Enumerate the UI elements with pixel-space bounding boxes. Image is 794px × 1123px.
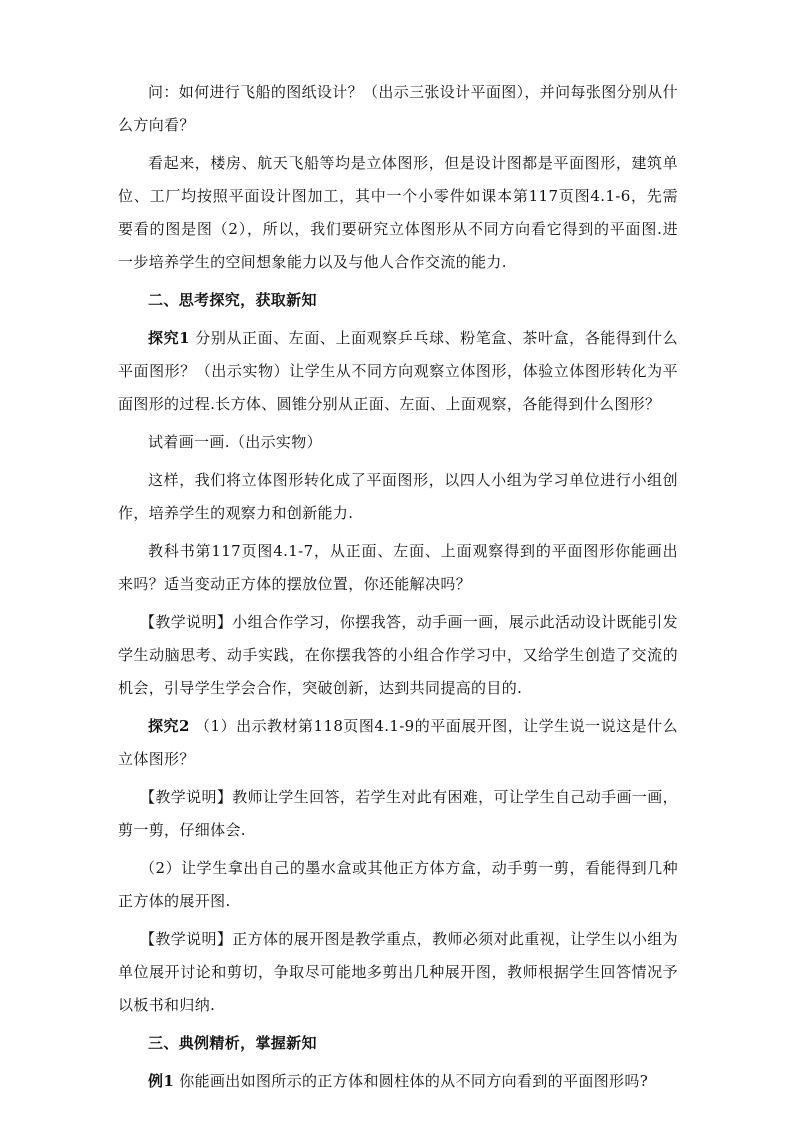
exploration-2-label: 探究2	[148, 717, 190, 735]
example-1-text: 你能画出如图所示的正方体和圆柱体的从不同方向看到的平面图形吗?	[174, 1072, 649, 1090]
paragraph-exploration-2	[118, 710, 678, 776]
teaching-note-text: 教师让学生回答，若学生对此有困难，可让学生自己动手画一画，剪一剪，仔细体会.	[118, 788, 678, 839]
section-heading-2: 二、思考探究，获取新知	[148, 291, 317, 309]
paragraph-try-drawing: 试着画一画.（出示实物）	[148, 433, 322, 451]
teaching-note-text: 正方体的展开图是教学重点，教师必须对此重视，让学生以小组为单位展开讨论和剪切，争取尽可能地多剪出几种展开图，教师根据学生回答情况予以板书和归纳.	[118, 930, 678, 1014]
paragraph-group-work: 这样，我们将立体图形转化成了平面图形，以四人小组为学习单位进行小组创作，培养学生的观察力和创新能力.	[118, 471, 678, 522]
example-1-label: 例1	[148, 1072, 175, 1090]
paragraph-question: 问：如何进行飞船的图纸设计？（出示三张设计平面图），并问每张图分别从什么方向看？	[118, 83, 678, 134]
exploration-1-text: 分别从正面、左面、上面观察乒乓球、粉笔盒、茶叶盒，各能得到什么平面图形？（出示实物）让学生从不同方向观察立体图形，体验立体图形转化为平面图形的过程.长方体、圆锥分别从正面、左面、上面观察，各能得到什么图形？	[118, 329, 678, 413]
paragraph-teaching-note-1	[118, 606, 678, 705]
document-body	[118, 76, 678, 1103]
teaching-note-label: 【教学说明】	[140, 930, 233, 948]
paragraph-teaching-note-2	[118, 781, 678, 847]
exploration-1-label: 探究1	[148, 329, 190, 347]
paragraph-explanation: 看起来，楼房、航天飞船等均是立体图形，但是设计图都是平面图形，建筑单位、工厂均按照平面设计图加工，其中一个小零件如课本第117页图4.1-6，先需要看的图是图（2），所以，我们要研究立体图形从不同方向看它得到的平面图.进一步培养学生的空间想象能力以及与他人合作交流的能力.	[118, 154, 678, 271]
paragraph-example-1	[118, 1065, 678, 1098]
paragraph-teaching-note-3	[118, 923, 678, 1022]
paragraph-textbook-figure: 教科书第117页图4.1-7，从正面、左面、上面观察得到的平面图形你能画出来吗？适当变动正方体的摆放位置，你还能解决吗？	[118, 542, 678, 593]
paragraph-cube-net: （2）让学生拿出自己的墨水盒或其他正方体方盒，动手剪一剪，看能得到几种正方体的展开图.	[118, 859, 678, 910]
paragraph-exploration-1	[118, 322, 678, 421]
exploration-2-text: （1）出示教材第118页图4.1-9的平面展开图，让学生说一说这是什么立体图形？	[118, 717, 678, 768]
teaching-note-text: 小组合作学习，你摆我答，动手画一画，展示此活动设计既能引发学生动脑思考、动手实践，在你摆我答的小组合作学习中，又给学生创造了交流的机会，引导学生学会合作，突破创新，达到共同提高的目的.	[118, 613, 678, 697]
teaching-note-label: 【教学说明】	[140, 788, 233, 806]
teaching-note-label: 【教学说明】	[140, 613, 233, 631]
section-heading-3: 三、典例精析，掌握新知	[148, 1034, 317, 1052]
